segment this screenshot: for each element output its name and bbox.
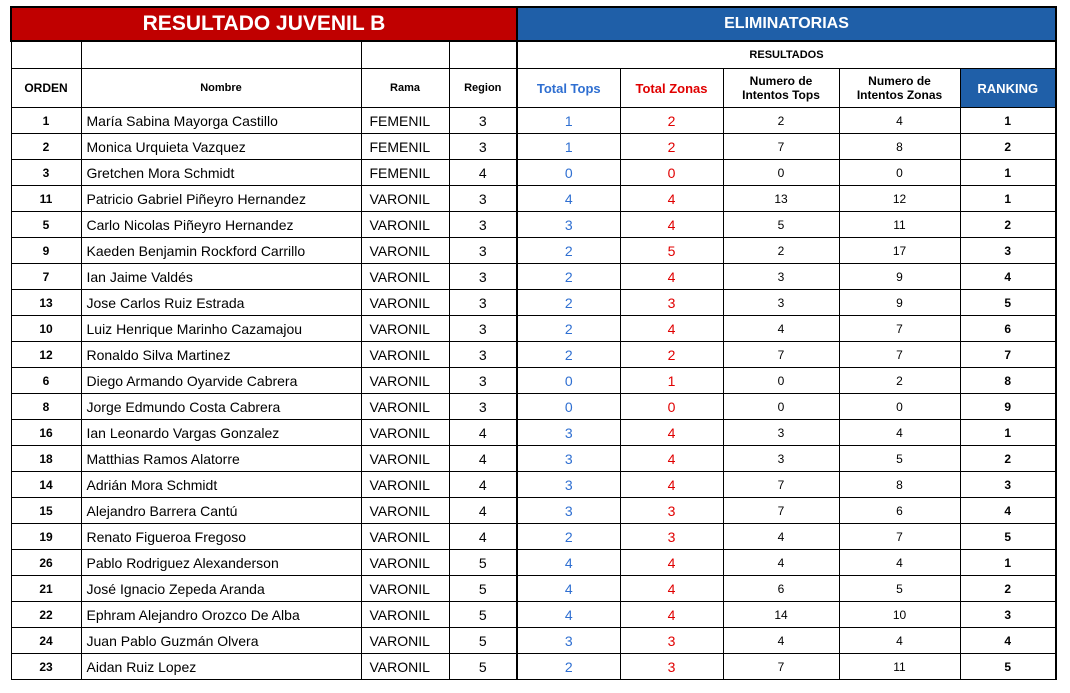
row-rama: FEMENIL bbox=[361, 108, 449, 134]
row-nombre: Jorge Edmundo Costa Cabrera bbox=[81, 394, 361, 420]
header-intentos-tops-line2: Intentos Tops bbox=[742, 88, 820, 102]
row-region: 4 bbox=[449, 498, 517, 524]
row-orden: 7 bbox=[11, 264, 81, 290]
row-region: 5 bbox=[449, 654, 517, 680]
row-total-tops: 3 bbox=[517, 212, 620, 238]
row-region: 3 bbox=[449, 134, 517, 160]
header-ranking: RANKING bbox=[960, 69, 1056, 108]
row-intentos-zonas: 0 bbox=[839, 160, 960, 186]
row-total-zonas: 3 bbox=[620, 628, 723, 654]
row-region: 4 bbox=[449, 472, 517, 498]
row-rama: VARONIL bbox=[361, 316, 449, 342]
row-total-tops: 0 bbox=[517, 160, 620, 186]
row-intentos-zonas: 4 bbox=[839, 550, 960, 576]
header-nombre: Nombre bbox=[81, 69, 361, 108]
row-total-tops: 4 bbox=[517, 576, 620, 602]
row-ranking: 5 bbox=[960, 654, 1056, 680]
row-region: 5 bbox=[449, 628, 517, 654]
row-rama: VARONIL bbox=[361, 524, 449, 550]
row-intentos-zonas: 11 bbox=[839, 212, 960, 238]
table-row bbox=[11, 368, 1056, 394]
row-orden: 24 bbox=[11, 628, 81, 654]
row-orden: 6 bbox=[11, 368, 81, 394]
row-ranking: 2 bbox=[960, 576, 1056, 602]
row-intentos-zonas: 9 bbox=[839, 290, 960, 316]
row-rama: VARONIL bbox=[361, 576, 449, 602]
row-intentos-tops: 4 bbox=[723, 628, 839, 654]
row-intentos-zonas: 7 bbox=[839, 342, 960, 368]
row-intentos-tops: 7 bbox=[723, 472, 839, 498]
row-ranking: 3 bbox=[960, 472, 1056, 498]
row-total-zonas: 4 bbox=[620, 472, 723, 498]
row-total-tops: 2 bbox=[517, 342, 620, 368]
table-row bbox=[11, 472, 1056, 498]
row-nombre: Adrián Mora Schmidt bbox=[81, 472, 361, 498]
row-ranking: 6 bbox=[960, 316, 1056, 342]
row-nombre: Aidan Ruiz Lopez bbox=[81, 654, 361, 680]
row-region: 5 bbox=[449, 550, 517, 576]
row-nombre: Diego Armando Oyarvide Cabrera bbox=[81, 368, 361, 394]
row-rama: VARONIL bbox=[361, 264, 449, 290]
table-row bbox=[11, 160, 1056, 186]
row-intentos-zonas: 9 bbox=[839, 264, 960, 290]
resultados-label: RESULTADOS bbox=[517, 41, 1056, 69]
row-ranking: 1 bbox=[960, 108, 1056, 134]
row-orden: 18 bbox=[11, 446, 81, 472]
row-intentos-tops: 3 bbox=[723, 290, 839, 316]
row-intentos-zonas: 11 bbox=[839, 654, 960, 680]
row-intentos-tops: 4 bbox=[723, 316, 839, 342]
row-ranking: 1 bbox=[960, 550, 1056, 576]
row-intentos-tops: 7 bbox=[723, 134, 839, 160]
row-region: 4 bbox=[449, 524, 517, 550]
row-nombre: María Sabina Mayorga Castillo bbox=[81, 108, 361, 134]
row-total-zonas: 0 bbox=[620, 160, 723, 186]
row-intentos-tops: 0 bbox=[723, 160, 839, 186]
row-orden: 2 bbox=[11, 134, 81, 160]
row-ranking: 4 bbox=[960, 498, 1056, 524]
row-ranking: 4 bbox=[960, 264, 1056, 290]
row-total-tops: 2 bbox=[517, 290, 620, 316]
row-nombre: José Ignacio Zepeda Aranda bbox=[81, 576, 361, 602]
row-region: 3 bbox=[449, 108, 517, 134]
table-row bbox=[11, 186, 1056, 212]
row-intentos-zonas: 0 bbox=[839, 394, 960, 420]
row-orden: 23 bbox=[11, 654, 81, 680]
row-region: 3 bbox=[449, 394, 517, 420]
row-intentos-tops: 3 bbox=[723, 446, 839, 472]
row-total-zonas: 4 bbox=[620, 550, 723, 576]
row-ranking: 4 bbox=[960, 628, 1056, 654]
blank-cell bbox=[81, 41, 361, 69]
row-region: 4 bbox=[449, 446, 517, 472]
row-rama: VARONIL bbox=[361, 654, 449, 680]
row-region: 3 bbox=[449, 290, 517, 316]
row-intentos-tops: 3 bbox=[723, 264, 839, 290]
row-orden: 26 bbox=[11, 550, 81, 576]
row-nombre: Patricio Gabriel Piñeyro Hernandez bbox=[81, 186, 361, 212]
row-orden: 21 bbox=[11, 576, 81, 602]
row-orden: 15 bbox=[11, 498, 81, 524]
row-orden: 9 bbox=[11, 238, 81, 264]
row-total-tops: 4 bbox=[517, 602, 620, 628]
row-region: 3 bbox=[449, 316, 517, 342]
row-intentos-zonas: 4 bbox=[839, 420, 960, 446]
row-intentos-tops: 4 bbox=[723, 550, 839, 576]
row-nombre: Juan Pablo Guzmán Olvera bbox=[81, 628, 361, 654]
row-ranking: 5 bbox=[960, 290, 1056, 316]
row-orden: 14 bbox=[11, 472, 81, 498]
row-total-zonas: 4 bbox=[620, 186, 723, 212]
row-total-zonas: 4 bbox=[620, 602, 723, 628]
row-rama: VARONIL bbox=[361, 446, 449, 472]
table-row bbox=[11, 342, 1056, 368]
row-ranking: 3 bbox=[960, 238, 1056, 264]
row-ranking: 2 bbox=[960, 134, 1056, 160]
row-intentos-zonas: 5 bbox=[839, 576, 960, 602]
row-total-tops: 2 bbox=[517, 264, 620, 290]
row-total-zonas: 5 bbox=[620, 238, 723, 264]
row-total-zonas: 1 bbox=[620, 368, 723, 394]
row-total-zonas: 0 bbox=[620, 394, 723, 420]
row-intentos-zonas: 4 bbox=[839, 108, 960, 134]
header-total-zonas: Total Zonas bbox=[620, 69, 723, 108]
row-intentos-zonas: 2 bbox=[839, 368, 960, 394]
table-row bbox=[11, 108, 1056, 134]
row-total-zonas: 3 bbox=[620, 524, 723, 550]
row-intentos-tops: 0 bbox=[723, 394, 839, 420]
row-intentos-tops: 4 bbox=[723, 524, 839, 550]
row-total-tops: 2 bbox=[517, 238, 620, 264]
row-intentos-tops: 6 bbox=[723, 576, 839, 602]
row-ranking: 1 bbox=[960, 186, 1056, 212]
row-orden: 5 bbox=[11, 212, 81, 238]
left-title: RESULTADO JUVENIL B bbox=[11, 7, 517, 41]
table-row bbox=[11, 498, 1056, 524]
row-nombre: Carlo Nicolas Piñeyro Hernandez bbox=[81, 212, 361, 238]
blank-cell bbox=[449, 41, 517, 69]
header-intentos-zonas-line1: Numero de bbox=[868, 74, 931, 88]
table-row bbox=[11, 316, 1056, 342]
row-total-tops: 2 bbox=[517, 524, 620, 550]
row-region: 3 bbox=[449, 186, 517, 212]
results-table bbox=[10, 6, 1057, 680]
row-total-tops: 3 bbox=[517, 498, 620, 524]
row-total-zonas: 2 bbox=[620, 108, 723, 134]
row-region: 3 bbox=[449, 368, 517, 394]
row-nombre: Ronaldo Silva Martinez bbox=[81, 342, 361, 368]
row-rama: VARONIL bbox=[361, 290, 449, 316]
row-total-zonas: 4 bbox=[620, 576, 723, 602]
row-total-tops: 3 bbox=[517, 472, 620, 498]
row-total-tops: 4 bbox=[517, 186, 620, 212]
row-nombre: Luiz Henrique Marinho Cazamajou bbox=[81, 316, 361, 342]
row-rama: FEMENIL bbox=[361, 160, 449, 186]
row-orden: 16 bbox=[11, 420, 81, 446]
table-row bbox=[11, 238, 1056, 264]
table-row bbox=[11, 446, 1056, 472]
row-total-zonas: 2 bbox=[620, 134, 723, 160]
header-region: Region bbox=[449, 69, 517, 108]
table-row bbox=[11, 264, 1056, 290]
row-region: 3 bbox=[449, 264, 517, 290]
row-total-tops: 3 bbox=[517, 420, 620, 446]
row-nombre: Kaeden Benjamin Rockford Carrillo bbox=[81, 238, 361, 264]
row-nombre: Alejandro Barrera Cantú bbox=[81, 498, 361, 524]
row-total-zonas: 2 bbox=[620, 342, 723, 368]
row-intentos-tops: 2 bbox=[723, 108, 839, 134]
blank-cell bbox=[361, 41, 449, 69]
table-row bbox=[11, 654, 1056, 680]
row-intentos-zonas: 7 bbox=[839, 524, 960, 550]
row-total-zonas: 4 bbox=[620, 212, 723, 238]
row-intentos-zonas: 7 bbox=[839, 316, 960, 342]
row-region: 4 bbox=[449, 160, 517, 186]
table-row bbox=[11, 550, 1056, 576]
row-region: 3 bbox=[449, 238, 517, 264]
header-rama: Rama bbox=[361, 69, 449, 108]
row-nombre: Monica Urquieta Vazquez bbox=[81, 134, 361, 160]
row-total-tops: 4 bbox=[517, 550, 620, 576]
row-intentos-zonas: 8 bbox=[839, 134, 960, 160]
header-intentos-zonas-line2: Intentos Zonas bbox=[856, 88, 943, 102]
row-total-tops: 3 bbox=[517, 628, 620, 654]
row-orden: 19 bbox=[11, 524, 81, 550]
row-rama: VARONIL bbox=[361, 602, 449, 628]
row-region: 4 bbox=[449, 420, 517, 446]
row-intentos-tops: 3 bbox=[723, 420, 839, 446]
row-orden: 11 bbox=[11, 186, 81, 212]
header-intentos-tops-line1: Numero de bbox=[749, 74, 813, 88]
row-nombre: Pablo Rodriguez Alexanderson bbox=[81, 550, 361, 576]
row-intentos-zonas: 17 bbox=[839, 238, 960, 264]
row-rama: VARONIL bbox=[361, 420, 449, 446]
row-ranking: 2 bbox=[960, 446, 1056, 472]
row-nombre: Ian Jaime Valdés bbox=[81, 264, 361, 290]
row-nombre: Renato Figueroa Fregoso bbox=[81, 524, 361, 550]
row-intentos-tops: 14 bbox=[723, 602, 839, 628]
row-intentos-zonas: 5 bbox=[839, 446, 960, 472]
row-total-zonas: 4 bbox=[620, 316, 723, 342]
table-row bbox=[11, 290, 1056, 316]
row-ranking: 5 bbox=[960, 524, 1056, 550]
column-header-row bbox=[11, 69, 1056, 108]
row-rama: VARONIL bbox=[361, 498, 449, 524]
table-row bbox=[11, 576, 1056, 602]
row-total-tops: 1 bbox=[517, 134, 620, 160]
row-rama: VARONIL bbox=[361, 550, 449, 576]
row-total-zonas: 3 bbox=[620, 290, 723, 316]
row-ranking: 9 bbox=[960, 394, 1056, 420]
row-ranking: 2 bbox=[960, 212, 1056, 238]
results-sheet bbox=[10, 6, 1057, 680]
row-total-tops: 2 bbox=[517, 316, 620, 342]
row-total-tops: 3 bbox=[517, 446, 620, 472]
row-rama: FEMENIL bbox=[361, 134, 449, 160]
row-total-tops: 1 bbox=[517, 108, 620, 134]
row-orden: 8 bbox=[11, 394, 81, 420]
row-total-zonas: 4 bbox=[620, 420, 723, 446]
row-total-zonas: 3 bbox=[620, 498, 723, 524]
row-rama: VARONIL bbox=[361, 394, 449, 420]
row-intentos-zonas: 4 bbox=[839, 628, 960, 654]
row-total-zonas: 4 bbox=[620, 264, 723, 290]
row-ranking: 7 bbox=[960, 342, 1056, 368]
row-intentos-tops: 2 bbox=[723, 238, 839, 264]
row-orden: 10 bbox=[11, 316, 81, 342]
row-ranking: 1 bbox=[960, 160, 1056, 186]
row-rama: VARONIL bbox=[361, 628, 449, 654]
row-intentos-tops: 13 bbox=[723, 186, 839, 212]
row-rama: VARONIL bbox=[361, 238, 449, 264]
row-orden: 3 bbox=[11, 160, 81, 186]
row-rama: VARONIL bbox=[361, 342, 449, 368]
blank-cell bbox=[11, 41, 81, 69]
table-row bbox=[11, 394, 1056, 420]
row-intentos-tops: 7 bbox=[723, 654, 839, 680]
row-total-tops: 2 bbox=[517, 654, 620, 680]
header-total-tops: Total Tops bbox=[517, 69, 620, 108]
row-rama: VARONIL bbox=[361, 212, 449, 238]
row-rama: VARONIL bbox=[361, 186, 449, 212]
row-orden: 12 bbox=[11, 342, 81, 368]
row-ranking: 8 bbox=[960, 368, 1056, 394]
row-ranking: 3 bbox=[960, 602, 1056, 628]
header-orden: ORDEN bbox=[11, 69, 81, 108]
row-intentos-zonas: 6 bbox=[839, 498, 960, 524]
row-orden: 13 bbox=[11, 290, 81, 316]
row-total-tops: 0 bbox=[517, 368, 620, 394]
row-nombre: Matthias Ramos Alatorre bbox=[81, 446, 361, 472]
table-row bbox=[11, 212, 1056, 238]
right-title: ELIMINATORIAS bbox=[517, 7, 1056, 41]
header-intentos-tops bbox=[723, 69, 839, 108]
table-row bbox=[11, 524, 1056, 550]
row-intentos-tops: 7 bbox=[723, 342, 839, 368]
row-region: 5 bbox=[449, 602, 517, 628]
table-row bbox=[11, 420, 1056, 446]
row-orden: 1 bbox=[11, 108, 81, 134]
row-intentos-tops: 7 bbox=[723, 498, 839, 524]
row-nombre: Jose Carlos Ruiz Estrada bbox=[81, 290, 361, 316]
row-nombre: Ian Leonardo Vargas Gonzalez bbox=[81, 420, 361, 446]
row-rama: VARONIL bbox=[361, 368, 449, 394]
row-intentos-zonas: 10 bbox=[839, 602, 960, 628]
row-region: 5 bbox=[449, 576, 517, 602]
row-region: 3 bbox=[449, 212, 517, 238]
header-intentos-zonas bbox=[839, 69, 960, 108]
row-nombre: Ephram Alejandro Orozco De Alba bbox=[81, 602, 361, 628]
table-row bbox=[11, 134, 1056, 160]
row-total-zonas: 3 bbox=[620, 654, 723, 680]
row-total-tops: 0 bbox=[517, 394, 620, 420]
row-intentos-tops: 5 bbox=[723, 212, 839, 238]
row-ranking: 1 bbox=[960, 420, 1056, 446]
row-intentos-zonas: 8 bbox=[839, 472, 960, 498]
row-nombre: Gretchen Mora Schmidt bbox=[81, 160, 361, 186]
row-rama: VARONIL bbox=[361, 472, 449, 498]
row-orden: 22 bbox=[11, 602, 81, 628]
table-row bbox=[11, 628, 1056, 654]
row-region: 3 bbox=[449, 342, 517, 368]
row-intentos-zonas: 12 bbox=[839, 186, 960, 212]
row-total-zonas: 4 bbox=[620, 446, 723, 472]
table-row bbox=[11, 602, 1056, 628]
row-intentos-tops: 0 bbox=[723, 368, 839, 394]
